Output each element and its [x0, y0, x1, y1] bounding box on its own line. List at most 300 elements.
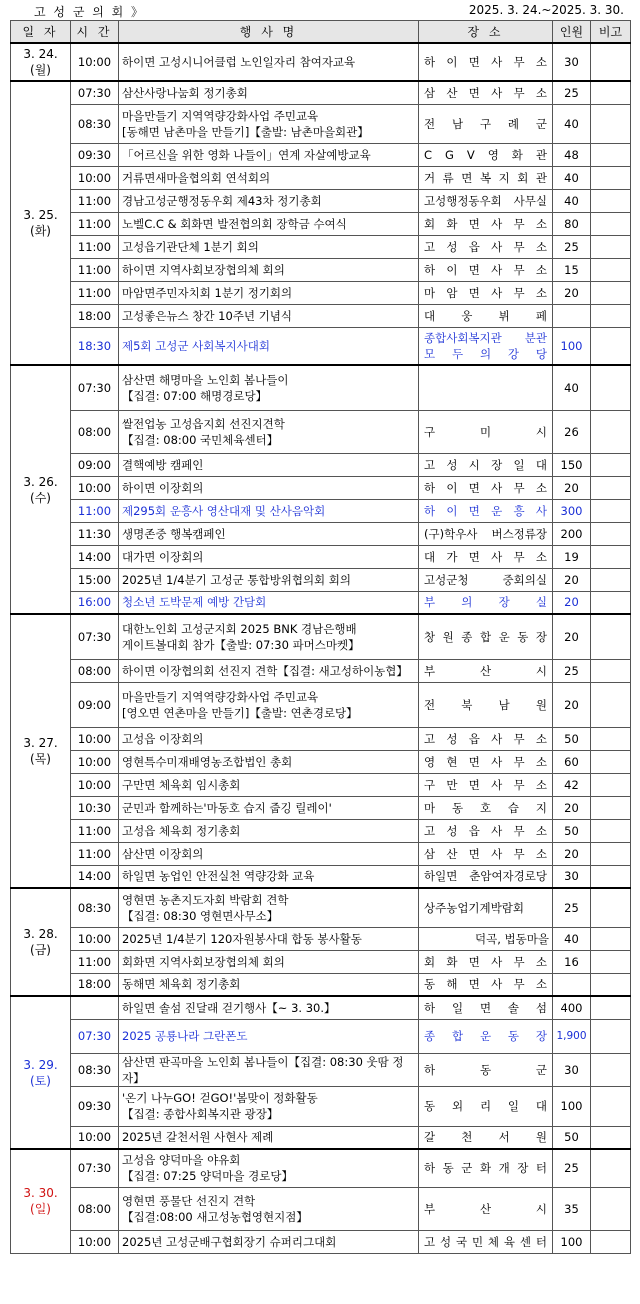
event-name: 영현면 풍물단 선진지 견학 — [122, 1193, 256, 1208]
event-name: 제5회 고성군 사회복지사대회 — [122, 338, 270, 353]
table-row — [11, 842, 631, 865]
table-row — [11, 727, 631, 750]
event-name: 생명존중 행복캠페인 — [122, 526, 226, 541]
place-name: 부 산 시 — [424, 663, 547, 678]
place-cell — [419, 365, 553, 410]
note-cell — [591, 189, 631, 212]
place-cell — [419, 235, 553, 258]
time-cell: 11:30 — [71, 522, 119, 545]
table-row — [11, 365, 631, 410]
table-row — [11, 1149, 631, 1187]
event-detail: 【집결: 08:00 국민체육센터】 — [122, 432, 279, 447]
place-cell — [419, 104, 553, 143]
event-cell — [119, 365, 419, 410]
table-row — [11, 591, 631, 614]
event-cell — [119, 796, 419, 819]
time-cell: 10:30 — [71, 796, 119, 819]
event-name: 대가면 이장회의 — [122, 549, 204, 564]
col-event: 행 사 명 — [119, 21, 419, 44]
event-cell — [119, 104, 419, 143]
schedule-table — [10, 20, 631, 1254]
event-cell — [119, 773, 419, 796]
place-name: 고성행정동우회 사무실 — [424, 193, 547, 208]
note-cell — [591, 522, 631, 545]
place-name: 하 이 면 사 무 소 — [424, 262, 547, 277]
event-name: 쌀전업농 고성읍지회 선진지견학 — [122, 416, 285, 431]
place-name: 삼 산 면 사 무 소 — [424, 846, 547, 861]
event-cell — [119, 476, 419, 499]
event-cell — [119, 43, 419, 81]
place-name: 갈 천 서 원 — [424, 1130, 547, 1145]
place-name: 영 현 면 사 무 소 — [424, 754, 547, 769]
place-cell — [419, 591, 553, 614]
event-name: 대한노인회 고성군지회 2025 BNK 경남은행배 — [122, 621, 357, 636]
place-name: 종 합 운 동 장 — [424, 1029, 547, 1043]
time-cell: 10:00 — [71, 476, 119, 499]
note-cell — [591, 888, 631, 927]
event-name: 동해면 체육회 정기총회 — [122, 977, 241, 992]
time-cell: 09:30 — [71, 1086, 119, 1126]
time-cell — [71, 996, 119, 1019]
place-name: 고 성 읍 사 무 소 — [424, 239, 547, 254]
time-cell: 10:00 — [71, 1230, 119, 1253]
event-cell — [119, 888, 419, 927]
date-cell — [11, 1149, 71, 1253]
count-cell: 20 — [553, 591, 591, 614]
event-cell — [119, 682, 419, 727]
note-cell — [591, 819, 631, 842]
table-row — [11, 888, 631, 927]
place-cell — [419, 773, 553, 796]
note-cell — [591, 43, 631, 81]
event-name: 구만면 체육회 임시총회 — [122, 777, 241, 792]
col-date: 일 자 — [11, 21, 71, 44]
time-cell: 11:00 — [71, 819, 119, 842]
count-cell: 25 — [553, 235, 591, 258]
event-name: 고성읍 체육회 정기총회 — [122, 823, 241, 838]
time-cell: 14:00 — [71, 545, 119, 568]
place-cell — [419, 819, 553, 842]
event-cell — [119, 927, 419, 950]
place-name: 마 암 면 사 무 소 — [424, 285, 547, 300]
place-cell — [419, 476, 553, 499]
count-cell: 25 — [553, 888, 591, 927]
place-name: 하 이 면 사 무 소 — [424, 55, 547, 69]
place-name: 대 가 면 사 무 소 — [424, 549, 547, 564]
time-cell: 11:00 — [71, 842, 119, 865]
place-cell — [419, 212, 553, 235]
table-row — [11, 476, 631, 499]
note-cell — [591, 591, 631, 614]
note-cell — [591, 545, 631, 568]
place-name: 종합사회복지관 분관 — [424, 330, 547, 345]
place-name: 고성군청 중회의실 — [424, 572, 547, 587]
place-cell — [419, 888, 553, 927]
place-name: 대 웅 뷔 페 — [424, 308, 547, 323]
weekday-label: (목) — [30, 752, 51, 766]
place-name: 고 성 읍 사 무 소 — [424, 731, 547, 746]
place-cell — [419, 614, 553, 659]
event-name: 고성읍기관단체 1분기 회의 — [122, 239, 259, 254]
note-cell — [591, 166, 631, 189]
event-name: 삼산사랑나눔회 정기총회 — [122, 85, 248, 100]
time-cell: 14:00 — [71, 865, 119, 888]
place-name: 부 산 시 — [424, 1201, 547, 1216]
place-name: 회 화 면 사 무 소 — [424, 216, 547, 231]
note-cell — [591, 1126, 631, 1149]
note-cell — [591, 996, 631, 1019]
count-cell: 40 — [553, 104, 591, 143]
time-cell: 08:30 — [71, 1053, 119, 1086]
note-cell — [591, 796, 631, 819]
event-cell — [119, 327, 419, 365]
time-cell: 10:00 — [71, 750, 119, 773]
event-cell — [119, 81, 419, 104]
place-cell — [419, 1019, 553, 1053]
place-cell — [419, 1149, 553, 1187]
table-row — [11, 659, 631, 682]
place-cell — [419, 865, 553, 888]
note-cell — [591, 973, 631, 996]
time-cell: 18:30 — [71, 327, 119, 365]
date-range: 2025. 3. 24.~2025. 3. 30. — [468, 3, 624, 17]
note-cell — [591, 842, 631, 865]
place-cell — [419, 1230, 553, 1253]
event-cell — [119, 1126, 419, 1149]
note-cell — [591, 568, 631, 591]
event-name: 경남고성군행정동우회 제43차 정기총회 — [122, 193, 322, 208]
count-cell: 20 — [553, 568, 591, 591]
event-name: 삼산면 판곡마을 노인회 봄나들이【집결: 08:30 웃땀 정자】 — [122, 1054, 404, 1085]
note-cell — [591, 950, 631, 973]
event-name: 고성읍 양덕마을 야유회 — [122, 1153, 241, 1168]
event-name: 삼산면 해명마을 노인회 봄나들이 — [122, 372, 289, 387]
place-cell — [419, 568, 553, 591]
event-cell — [119, 950, 419, 973]
place-name: 하 동 군 — [424, 1062, 547, 1077]
time-cell: 09:30 — [71, 143, 119, 166]
count-cell: 100 — [553, 1086, 591, 1126]
event-cell — [119, 166, 419, 189]
table-row — [11, 796, 631, 819]
place-name: C G V 영 화 관 — [424, 147, 547, 162]
place-name: 상주농업기계박람회 — [424, 900, 524, 915]
event-cell — [119, 1086, 419, 1126]
note-cell — [591, 1053, 631, 1086]
place-cell — [419, 727, 553, 750]
event-name: 회화면 지역사회보장협의체 회의 — [122, 954, 285, 969]
event-name: 마을만들기 지역역량강화사업 주민교육 — [122, 689, 319, 704]
table-row — [11, 545, 631, 568]
weekday-label: (월) — [30, 63, 51, 77]
weekday-label: (일) — [30, 1202, 51, 1217]
place-name: 고 성 읍 사 무 소 — [424, 823, 547, 838]
note-cell — [591, 143, 631, 166]
note-cell — [591, 773, 631, 796]
event-name: 군민과 함께하는'마동호 습지 줍깅 릴레이' — [122, 800, 332, 815]
count-cell: 50 — [553, 819, 591, 842]
table-row — [11, 453, 631, 476]
event-name: 하이면 이장회의 — [122, 480, 204, 495]
count-cell: 20 — [553, 476, 591, 499]
count-cell: 40 — [553, 365, 591, 410]
table-row — [11, 281, 631, 304]
event-name: 마을만들기 지역역량강화사업 주민교육 — [122, 108, 319, 123]
note-cell — [591, 1019, 631, 1053]
header-row — [11, 21, 631, 44]
event-detail: [동해면 남촌마을 만들기]【출발: 남촌마을회관】 — [122, 124, 369, 139]
place-cell — [419, 43, 553, 81]
count-cell: 25 — [553, 659, 591, 682]
event-cell — [119, 750, 419, 773]
place-detail: 모 두 의 강 당 — [424, 346, 547, 361]
note-cell — [591, 258, 631, 281]
time-cell: 07:30 — [71, 1019, 119, 1053]
note-cell — [591, 453, 631, 476]
table-row — [11, 410, 631, 453]
place-name: 전 북 남 원 — [424, 697, 547, 712]
time-cell: 09:00 — [71, 453, 119, 476]
event-cell — [119, 212, 419, 235]
time-cell: 09:00 — [71, 682, 119, 727]
event-cell — [119, 973, 419, 996]
count-cell: 35 — [553, 1187, 591, 1230]
table-row — [11, 104, 631, 143]
table-row — [11, 235, 631, 258]
event-cell — [119, 996, 419, 1019]
event-cell — [119, 819, 419, 842]
table-row — [11, 258, 631, 281]
time-cell: 15:00 — [71, 568, 119, 591]
date-label: 3. 26. — [23, 474, 58, 489]
note-cell — [591, 81, 631, 104]
place-name: 고 성 국 민 체 육 센 터 — [424, 1234, 547, 1249]
place-cell — [419, 258, 553, 281]
place-cell — [419, 522, 553, 545]
time-cell: 10:00 — [71, 727, 119, 750]
count-cell: 100 — [553, 1230, 591, 1253]
place-cell — [419, 659, 553, 682]
date-cell — [11, 81, 71, 365]
event-cell — [119, 865, 419, 888]
place-cell — [419, 1187, 553, 1230]
place-cell — [419, 499, 553, 522]
place-cell — [419, 682, 553, 727]
event-cell — [119, 522, 419, 545]
place-name: 하 이 면 운 흥 사 — [424, 503, 547, 518]
table-row — [11, 522, 631, 545]
note-cell — [591, 1149, 631, 1187]
date-label: 3. 25. — [23, 208, 58, 222]
time-cell: 07:30 — [71, 365, 119, 410]
place-name: 하 이 면 사 무 소 — [424, 480, 547, 495]
note-cell — [591, 499, 631, 522]
event-name: '온기 나누GO! 걷GO!'봄맞이 정화활동 — [122, 1091, 318, 1105]
place-cell — [419, 1086, 553, 1126]
note-cell — [591, 927, 631, 950]
note-cell — [591, 304, 631, 327]
time-cell: 07:30 — [71, 81, 119, 104]
time-cell: 11:00 — [71, 258, 119, 281]
time-cell: 11:00 — [71, 281, 119, 304]
time-cell: 08:00 — [71, 410, 119, 453]
place-cell — [419, 410, 553, 453]
event-name: 2025년 1/4분기 120자원봉사대 합동 봉사활동 — [122, 931, 362, 946]
count-cell: 16 — [553, 950, 591, 973]
table-row — [11, 773, 631, 796]
place-name: 고 성 시 장 일 대 — [424, 457, 547, 472]
time-cell: 11:00 — [71, 235, 119, 258]
time-cell: 11:00 — [71, 499, 119, 522]
event-cell — [119, 568, 419, 591]
place-cell — [419, 81, 553, 104]
place-name: 덕곡, 법동마을 — [475, 931, 549, 946]
event-name: 하이면 이장협의회 선진지 견학【집결: 새고성하이농협】 — [122, 663, 408, 678]
schedule-body — [11, 43, 631, 1253]
place-cell — [419, 950, 553, 973]
table-row — [11, 1187, 631, 1230]
event-detail: 【집결:08:00 새고성농협영현지점】 — [122, 1209, 308, 1224]
count-cell — [553, 304, 591, 327]
event-detail: 게이트볼대회 참가【출발: 07:30 파머스마켓】 — [122, 637, 360, 652]
place-cell — [419, 189, 553, 212]
place-cell — [419, 304, 553, 327]
header — [0, 0, 640, 20]
event-name: 2025 공룡나라 그란폰도 — [122, 1029, 248, 1043]
count-cell: 300 — [553, 499, 591, 522]
table-row — [11, 304, 631, 327]
place-cell — [419, 1053, 553, 1086]
note-cell — [591, 659, 631, 682]
place-cell — [419, 281, 553, 304]
table-row — [11, 189, 631, 212]
time-cell: 10:00 — [71, 43, 119, 81]
time-cell: 07:30 — [71, 614, 119, 659]
note-cell — [591, 750, 631, 773]
event-cell — [119, 235, 419, 258]
table-row — [11, 996, 631, 1019]
note-cell — [591, 212, 631, 235]
event-cell — [119, 143, 419, 166]
time-cell: 10:00 — [71, 927, 119, 950]
table-row — [11, 81, 631, 104]
event-name: 결핵예방 캠페인 — [122, 457, 204, 472]
note-cell — [591, 327, 631, 365]
event-name: 2025년 갈천서원 사현사 제례 — [122, 1130, 274, 1145]
place-name: 동 해 면 사 무 소 — [424, 977, 547, 992]
date-label: 3. 24. — [23, 47, 58, 61]
place-cell — [419, 327, 553, 365]
place-cell — [419, 143, 553, 166]
place-name: 회 화 면 사 무 소 — [424, 954, 547, 969]
place-name: 동 외 리 일 대 — [424, 1099, 547, 1113]
event-detail: [영오면 연촌마을 만들기]【출발: 연촌경로당】 — [122, 705, 358, 720]
place-cell — [419, 750, 553, 773]
event-name: 노벨C.C & 회화면 발전협의회 장학금 수여식 — [122, 216, 347, 231]
event-cell — [119, 545, 419, 568]
table-row — [11, 1053, 631, 1086]
place-cell — [419, 166, 553, 189]
place-cell — [419, 545, 553, 568]
count-cell: 30 — [553, 43, 591, 81]
note-cell — [591, 727, 631, 750]
place-cell — [419, 927, 553, 950]
note-cell — [591, 1230, 631, 1253]
count-cell: 20 — [553, 796, 591, 819]
table-row — [11, 143, 631, 166]
event-name: 삼산면 이장회의 — [122, 846, 204, 861]
note-cell — [591, 365, 631, 410]
event-detail: 【집결: 08:30 영현면사무소】 — [122, 908, 279, 923]
table-row — [11, 927, 631, 950]
event-name: 영현면 농촌지도자회 박람회 견학 — [122, 892, 289, 907]
time-cell: 11:00 — [71, 212, 119, 235]
note-cell — [591, 682, 631, 727]
event-cell — [119, 499, 419, 522]
event-cell — [119, 258, 419, 281]
place-name: 하일면 춘암여자경로당 — [424, 869, 547, 884]
time-cell: 08:30 — [71, 888, 119, 927]
date-cell — [11, 888, 71, 996]
place-name: 전 남 구 례 군 — [424, 116, 547, 131]
event-cell — [119, 614, 419, 659]
place-name: 창 원 종 합 운 동 장 — [424, 629, 547, 644]
time-cell: 16:00 — [71, 591, 119, 614]
date-cell — [11, 43, 71, 81]
event-name: 하일면 농업인 안전실천 역량강화 교육 — [122, 869, 315, 884]
table-row — [11, 327, 631, 365]
table-row — [11, 568, 631, 591]
event-name: 2025년 고성군배구협회장기 슈퍼리그대회 — [122, 1234, 337, 1249]
event-cell — [119, 842, 419, 865]
place-name: 하 동 군 화 개 장 터 — [424, 1161, 547, 1176]
count-cell: 400 — [553, 996, 591, 1019]
place-name: 삼 산 면 사 무 소 — [424, 85, 547, 100]
count-cell: 200 — [553, 522, 591, 545]
event-cell — [119, 659, 419, 682]
count-cell: 25 — [553, 1149, 591, 1187]
col-time: 시 간 — [71, 21, 119, 44]
count-cell: 20 — [553, 614, 591, 659]
count-cell: 15 — [553, 258, 591, 281]
event-name: 청소년 도박문제 예방 간담회 — [122, 595, 267, 610]
weekday-label: (화) — [30, 224, 51, 238]
count-cell: 40 — [553, 166, 591, 189]
place-name: 거 류 면 복 지 회 관 — [424, 170, 547, 185]
time-cell: 08:30 — [71, 104, 119, 143]
table-row — [11, 750, 631, 773]
note-cell — [591, 104, 631, 143]
time-cell: 11:00 — [71, 189, 119, 212]
count-cell: 60 — [553, 750, 591, 773]
count-cell: 1,900 — [553, 1019, 591, 1053]
table-row — [11, 819, 631, 842]
count-cell: 50 — [553, 1126, 591, 1149]
date-label: 3. 30. — [23, 1186, 58, 1201]
event-cell — [119, 1019, 419, 1053]
time-cell: 11:00 — [71, 950, 119, 973]
event-cell — [119, 1053, 419, 1086]
count-cell: 48 — [553, 143, 591, 166]
weekday-label: (토) — [30, 1073, 51, 1088]
event-name: 2025년 1/4분기 고성군 통합방위협의회 회의 — [122, 572, 352, 587]
place-cell — [419, 796, 553, 819]
event-cell — [119, 410, 419, 453]
event-cell — [119, 189, 419, 212]
event-name: 하이면 지역사회보장협의체 회의 — [122, 262, 285, 277]
table-row — [11, 166, 631, 189]
count-cell: 30 — [553, 1053, 591, 1086]
